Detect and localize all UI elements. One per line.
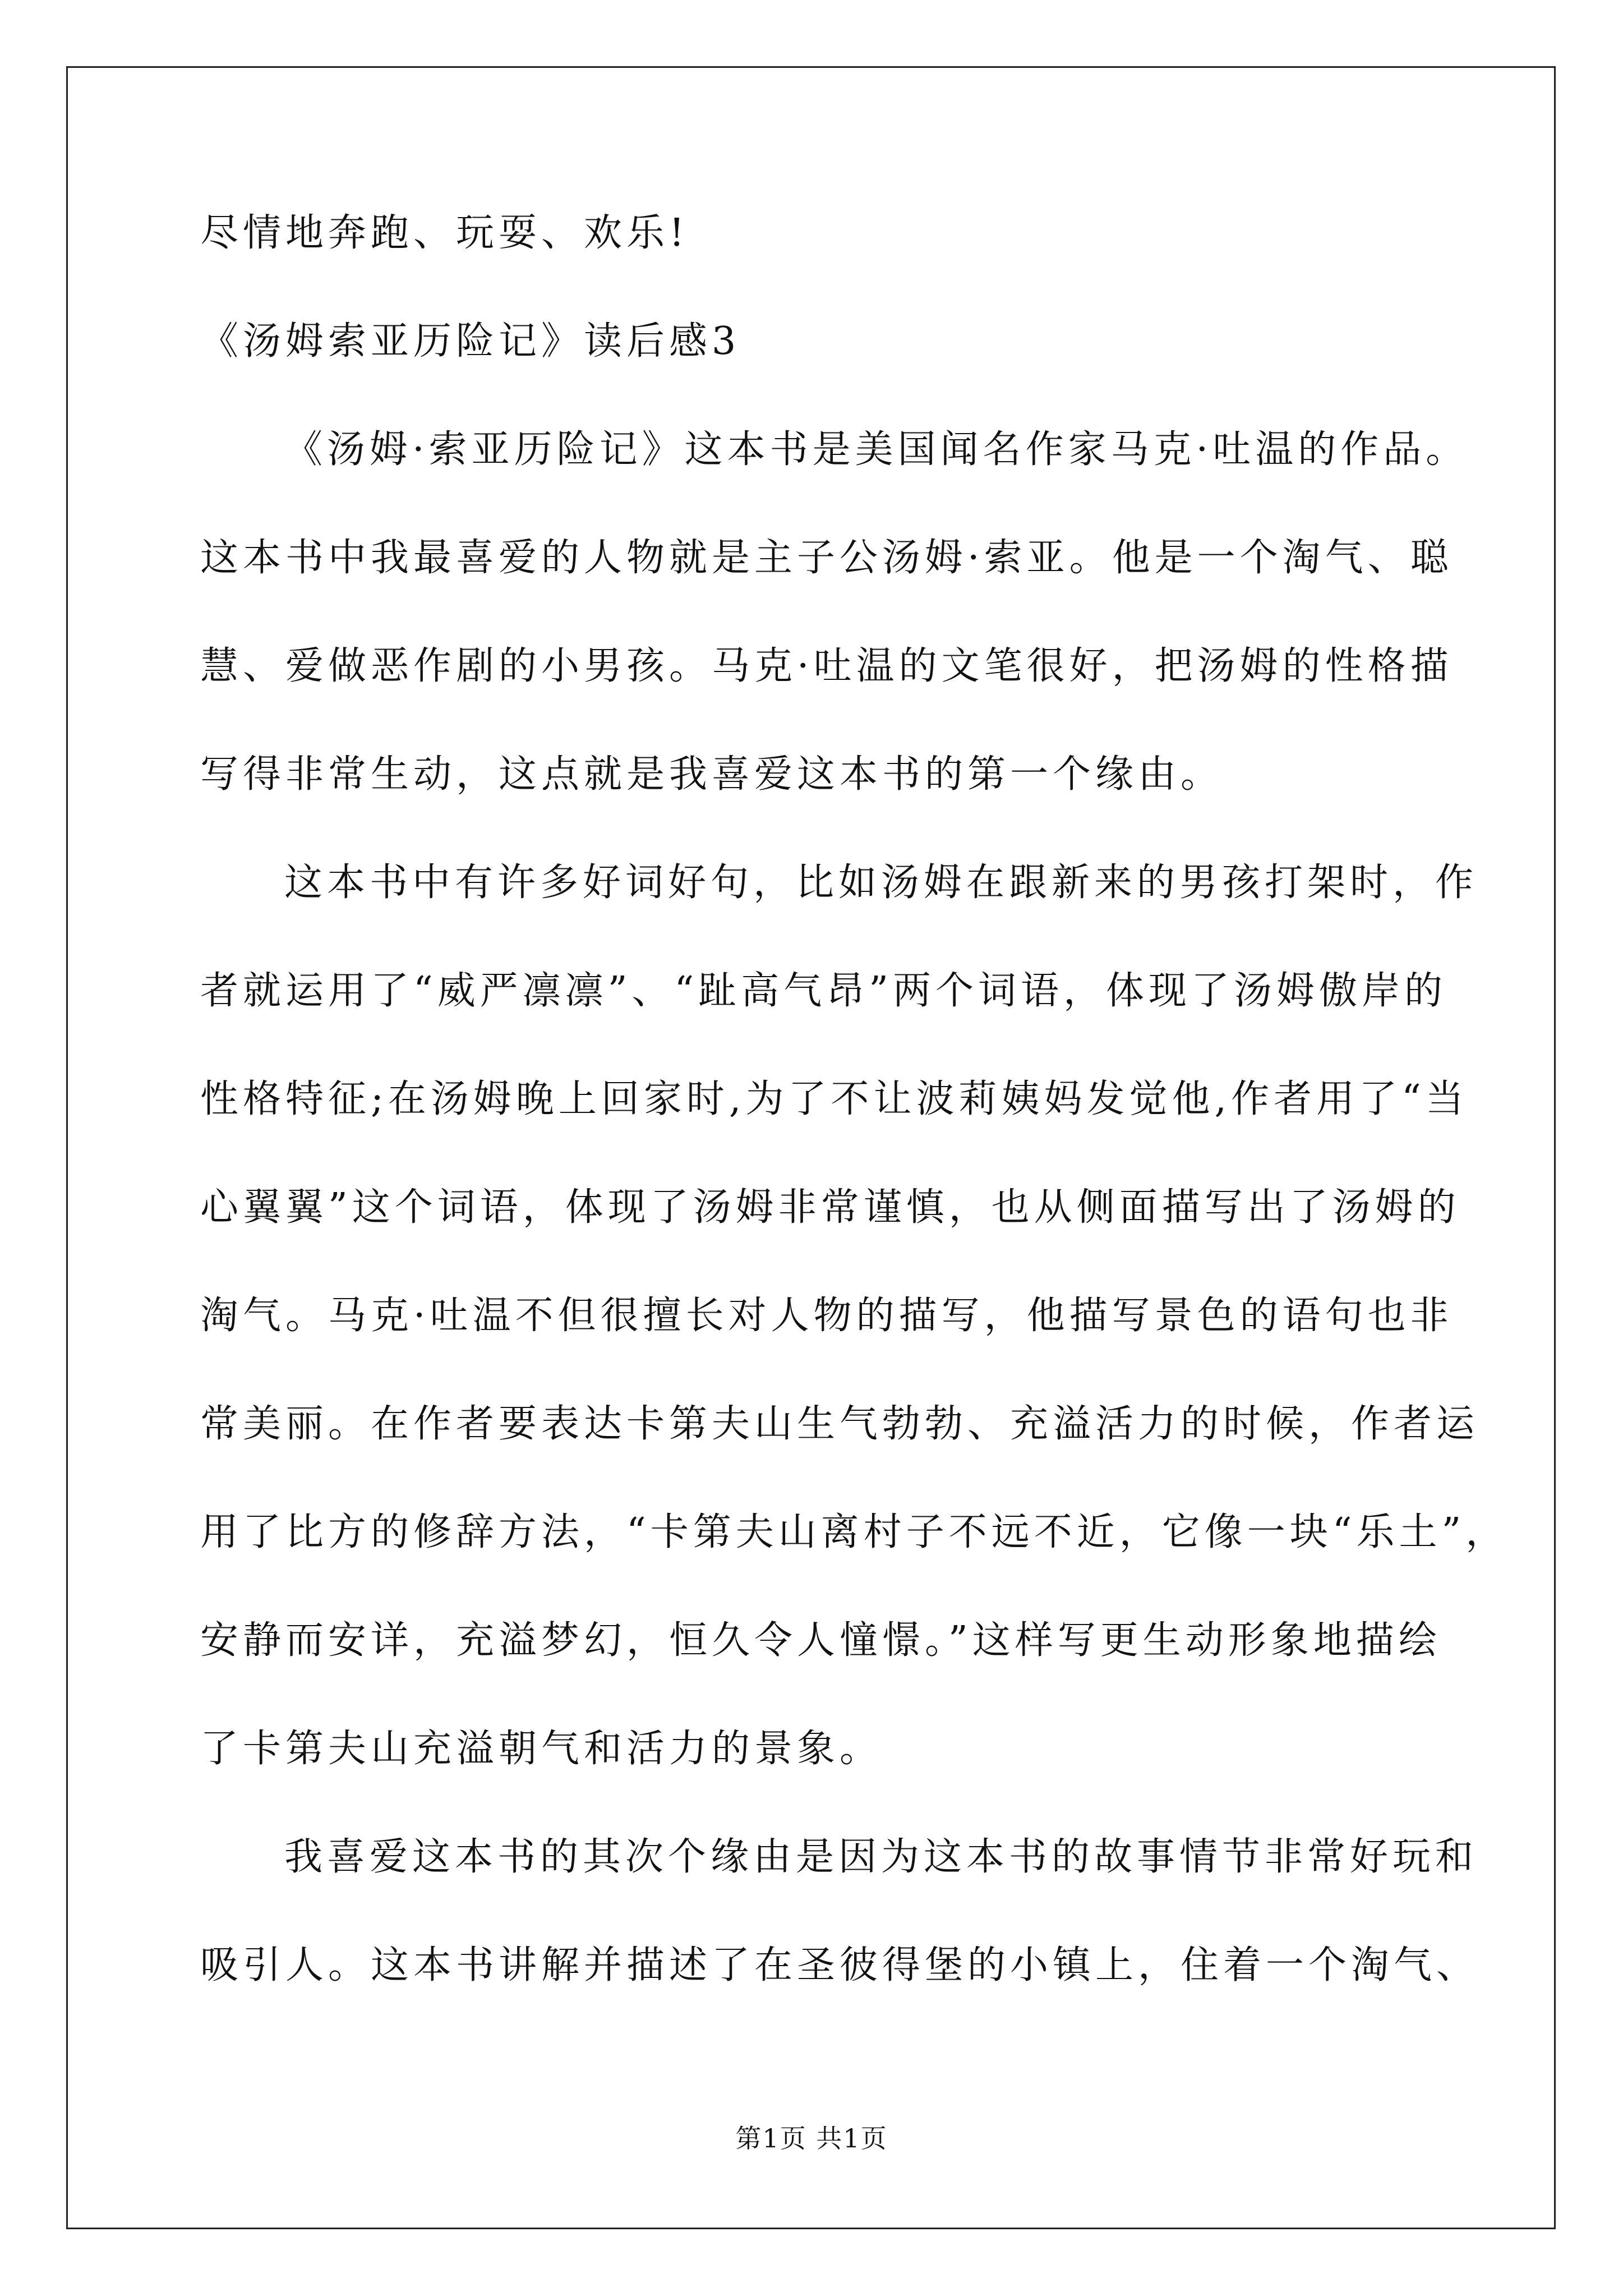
paragraph-1-line-1: 《汤姆·索亚历险记》这本书是美国闻名作家马克·吐温的作品。: [284, 427, 1469, 472]
paragraph-3-line-2: 吸引人。这本书讲解并描述了在圣彼得堡的小镇上，住着一个淘气、: [200, 1943, 1479, 1987]
paragraph-1-line-4: 写得非常生动，这点就是我喜爱这本书的第一个缘由。: [200, 752, 1224, 797]
paragraph-2-line-7: 用了比方的修辞方法，“卡第夫山离村子不远不近，它像一块“乐土”，: [200, 1510, 1509, 1554]
paragraph-2-line-9: 了卡第夫山充溢朝气和活力的景象。: [200, 1727, 883, 1771]
paragraph-1-line-3: 慧、爱做恶作剧的小男孩。马克·吐温的文笔很好，把汤姆的性格描: [200, 644, 1453, 688]
document-body: [200, 211, 1509, 2054]
paragraph-3-line-1: 我喜爱这本书的其次个缘由是因为这本书的故事情节非常好玩和: [284, 1835, 1478, 1879]
paragraph-2-line-1: 这本书中有许多好词好句，比如汤姆在跟新来的男孩打架时，作: [284, 861, 1478, 905]
paragraph-2-line-6: 常美丽。在作者要表达卡第夫山生气勃勃、充溢活力的时候，作者运: [200, 1402, 1479, 1446]
paragraph-1-line-2: 这本书中我最喜爱的人物就是主子公汤姆·索亚。他是一个淘气、聪: [200, 536, 1453, 580]
paragraph-2-line-4: 心翼翼”这个词语，体现了汤姆非常谨慎，也从侧面描写出了汤姆的: [200, 1185, 1460, 1230]
paragraph-2-line-8: 安静而安详，充溢梦幻，恒久令人憧憬。”这样写更生动形象地描绘: [200, 1618, 1441, 1663]
section-title: 《汤姆索亚历险记》读后感3: [200, 319, 741, 364]
paragraph-2-line-2: 者就运用了“威严凛凛”、“趾高气昂”两个词语，体现了汤姆傲岸的: [200, 969, 1447, 1013]
page-number-footer: 第1页 共1页: [735, 2123, 888, 2154]
paragraph-2-line-3: 性格特征;在汤姆晚上回家时,为了不让波莉姨妈发觉他,作者用了“当: [200, 1077, 1468, 1121]
paragraph-2-line-5: 淘气。马克·吐温不但很擅长对人物的描写，他描写景色的语句也非: [200, 1294, 1453, 1338]
text-line: 尽情地奔跑、玩耍、欢乐!: [200, 211, 689, 255]
